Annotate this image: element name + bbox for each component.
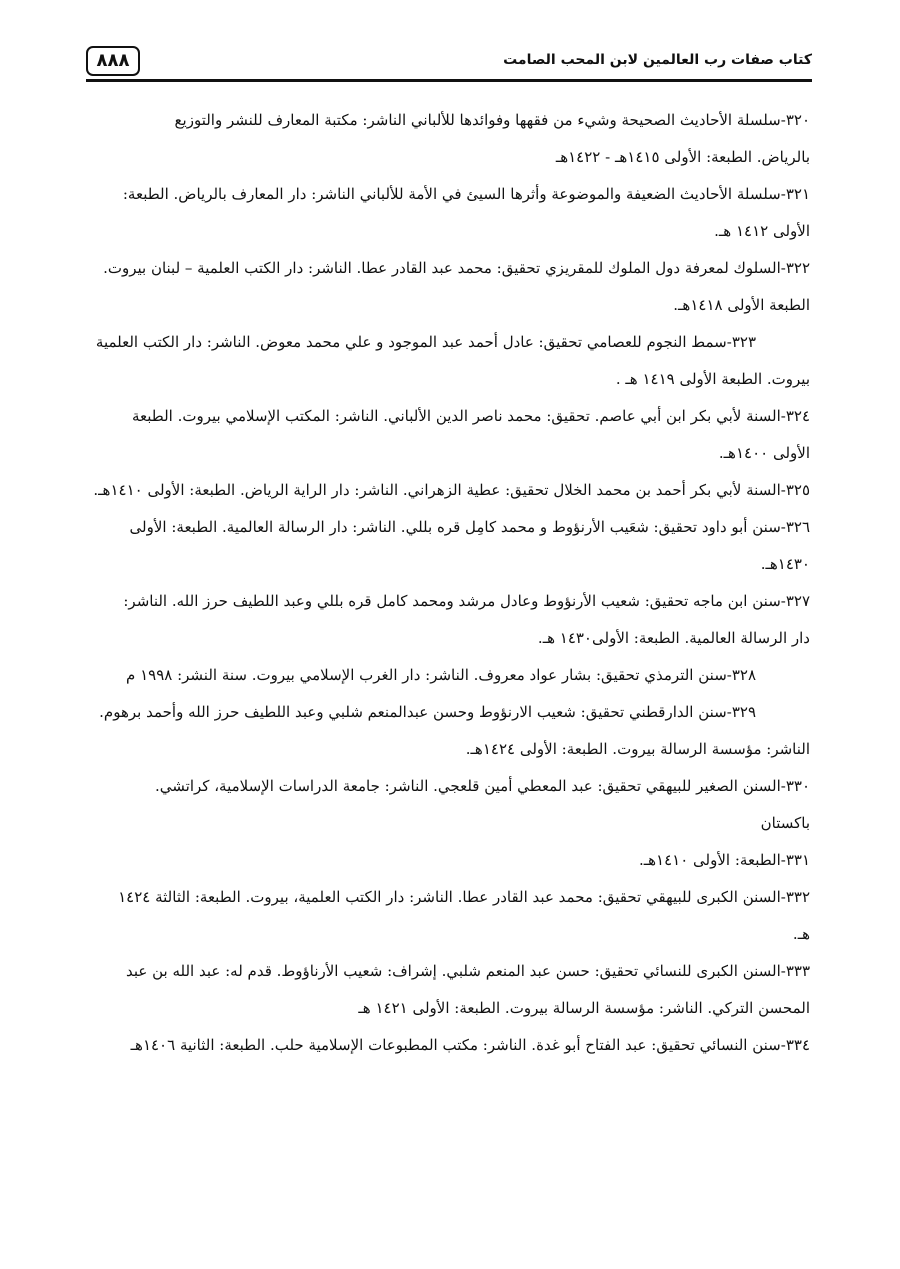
entry-line: ٣٢٣-سمط النجوم للعصامي تحقيق: عادل أحمد عبد الموجود و علي محمد معوض. الناشر: دار الكتب العلمية — [95, 333, 756, 351]
bibliography-entry — [88, 583, 810, 657]
entry-continuation-line: هـ. — [792, 925, 810, 943]
bibliography-entry — [88, 398, 810, 472]
entry-line: ٣٢٦-سنن أبو داود تحقيق: شعَيب الأرنؤوط و محمد كامِل قره بللي. الناشر: دار الرسالة العالمية. الطبعة: الأولى — [129, 518, 810, 536]
bibliography-list — [88, 102, 810, 1064]
bibliography-entry — [88, 176, 810, 250]
entry-continuation-line: الناشر: مؤسسة الرسالة بيروت. الطبعة: الأولى ١٤٢٤هـ. — [465, 740, 810, 758]
page-header — [86, 44, 812, 84]
page-number: ٨٨٨ — [86, 46, 140, 76]
bibliography-entry — [88, 842, 810, 879]
entry-line: ٣٢٨-سنن الترمذي تحقيق: بشار عواد معروف. الناشر: دار الغرب الإسلامي بيروت. سنة النشر: ١٩٩٨ م — [126, 666, 756, 684]
entry-line: ٣٣٠-السنن الصغير للبيهقي تحقيق: عبد المعطي أمين قلعجي. الناشر: جامعة الدراسات الإسلامية، كراتشي. — [155, 777, 810, 795]
bibliography-entry — [88, 879, 810, 953]
bibliography-entry — [88, 102, 810, 176]
header-rule — [86, 79, 812, 82]
entry-continuation-line: باكستان — [760, 814, 810, 832]
entry-line: ٣٢٥-السنة لأبي بكر أحمد بن محمد الخلال تحقيق: عطية الزهراني. الناشر: دار الراية الرياض. الطبعة: الأولى ١٤١٠هـ. — [93, 481, 810, 499]
bibliography-entry — [88, 324, 810, 398]
bibliography-entry — [88, 250, 810, 324]
entry-continuation-line: ١٤٣٠هـ. — [760, 555, 810, 573]
entry-continuation-line: الأولى ١٤٠٠هـ. — [718, 444, 810, 462]
entry-line: ٣٣١-الطبعة: الأولى ١٤١٠هـ. — [638, 851, 810, 869]
entry-line: ٣٣٢-السنن الكبرى للبيهقي تحقيق: محمد عبد القادر عطا. الناشر: دار الكتب العلمية، بيروت. الطبعة: الثالثة ١٤٢٤ — [118, 888, 810, 906]
entry-line: ٣٢٩-سنن الدارقطني تحقيق: شعيب الارنؤوط وحسن عبدالمنعم شلبي وعبد اللطيف حرز الله وأحمد برهوم. — [99, 703, 756, 721]
bibliography-entry — [88, 768, 810, 842]
entry-line: ٣٣٣-السنن الكبرى للنسائي تحقيق: حسن عبد المنعم شلبي. إشراف: شعيب الأرناؤوط. قدم له: عبد الله بن عبد — [125, 962, 810, 980]
entry-line: ٣٢٠-سلسلة الأحاديث الصحيحة وشيء من فقهها وفوائدها للألباني الناشر: مكتبة المعارف للنشر والتوزيع — [174, 111, 810, 129]
bibliography-entry — [88, 657, 810, 694]
entry-continuation-line: بيروت. الطبعة الأولى ١٤١٩ هـ . — [615, 370, 810, 388]
entry-continuation-line: دار الرسالة العالمية. الطبعة: الأولى١٤٣٠ هـ. — [537, 629, 810, 647]
bibliography-entry — [88, 1027, 810, 1064]
entry-continuation-line: بالرياض. الطبعة: الأولى ١٤١٥هـ - ١٤٢٢هـ — [555, 148, 810, 166]
entry-line: ٣٣٤-سنن النسائي تحقيق: عبد الفتاح أبو غدة. الناشر: مكتب المطبوعات الإسلامية حلب. الطبعة: الثانية ١٤٠٦هـ — [130, 1036, 810, 1054]
bibliography-entry — [88, 953, 810, 1027]
entry-line: ٣٢٧-سنن ابن ماجه تحقيق: شعيب الأرنؤوط وعادل مرشد ومحمد كامل قره بللي وعبد اللطيف حرز الله. الناشر: — [123, 592, 810, 610]
entry-line: ٣٢٤-السنة لأبي بكر ابن أبي عاصم. تحقيق: محمد ناصر الدين الألباني. الناشر: المكتب الإسلامي بيروت. الطبعة — [131, 407, 810, 425]
bibliography-entry — [88, 509, 810, 583]
entry-line: ٣٢٢-السلوك لمعرفة دول الملوك للمقريزي تحقيق: محمد عبد القادر عطا. الناشر: دار الكتب العلمية – لبنان بيروت. — [103, 259, 810, 277]
entry-line: ٣٢١-سلسلة الأحاديث الضعيفة والموضوعة وأثرها السيئ في الأمة للألباني الناشر: دار المعارف بالرياض. الطبعة: — [122, 185, 810, 203]
bibliography-entry — [88, 694, 810, 768]
entry-continuation-line: الطبعة الأولى ١٤١٨هـ. — [673, 296, 810, 314]
running-title: كتاب صفات رب العالمين لابن المحب الصامت — [503, 52, 812, 68]
entry-continuation-line: المحسن التركي. الناشر: مؤسسة الرسالة بيروت. الطبعة: الأولى ١٤٢١ هـ — [358, 999, 810, 1017]
entry-continuation-line: الأولى ١٤١٢ هـ. — [714, 222, 810, 240]
bibliography-entry — [88, 472, 810, 509]
